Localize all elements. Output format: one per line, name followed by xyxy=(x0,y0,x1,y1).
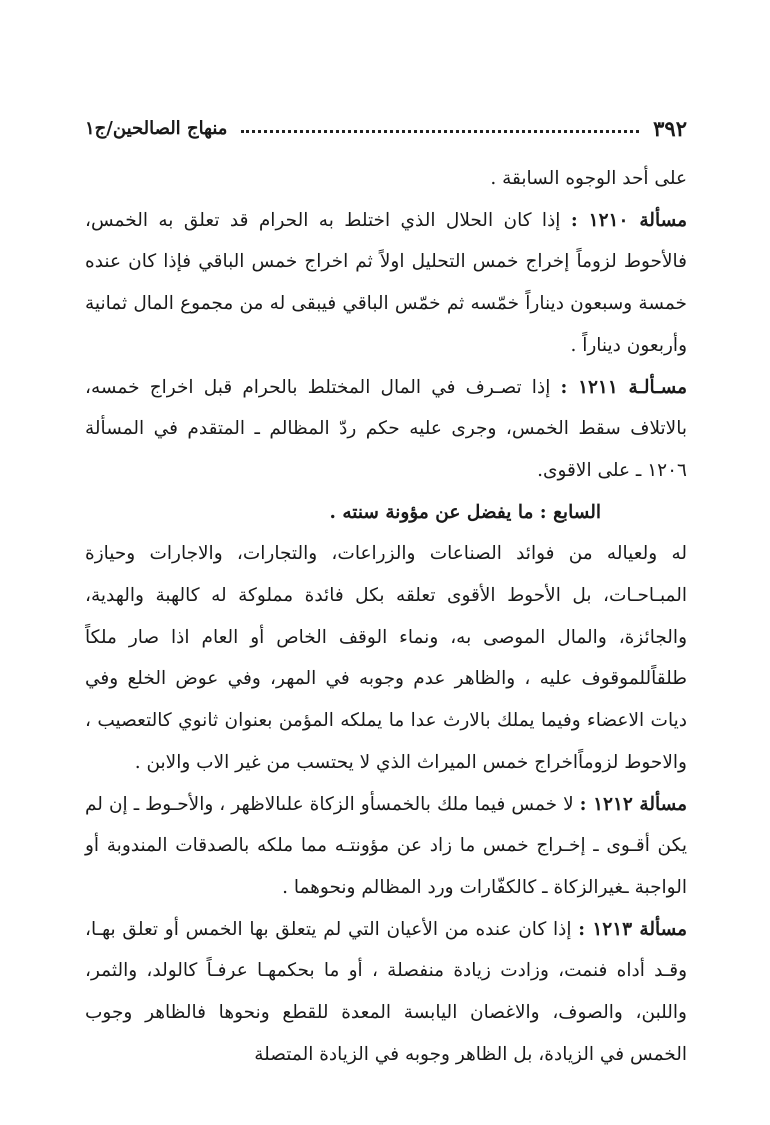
paragraph-text: إذا كان الحلال الذي اختلط به الحرام قد تعلق به الخمس، فالأحوط لزوماً إخراج خمس التحليل اولاً ثم اخراج خمس الباقي فإذا كان عنده خمسة وسبعون ديناراً خمّسه ثم خمّس الباقي فيبقى له من مجموع المال ثمانية وأربعون ديناراً . xyxy=(85,209,687,356)
page-number: ٣٩٢ xyxy=(653,115,687,141)
book-title: منهاج الصالحين/ج١ xyxy=(85,117,228,139)
issue-label: مسـألـة ١٢١١ : xyxy=(560,376,687,398)
issue-label: مسألة ١٢١٣ : xyxy=(578,918,688,940)
section-body xyxy=(85,533,687,783)
issue-1212 xyxy=(85,784,687,909)
section-heading: السابع : ما يفضل عن مؤونة سنته . xyxy=(329,501,601,523)
issue-label: مسألة ١٢١٠ : xyxy=(570,209,687,231)
running-header xyxy=(85,112,687,144)
paragraph-text: له ولعياله من فوائد الصناعات والزراعات، والتجارات، والاجارات وحيازة المبـاحـات، بل الأحوط الأقوى تعلقه بكل فائدة مملوكة له كالهبة والهدية، والجائزة، والمال الموصى به، ونماء الوقف الخاص أو العام اذا صار ملكاً طلقاًللموقوف عليه ، والظاهر عدم وجوبه في المهر، وفي عوض الخلع وفي ديات الاعضاء وفيما يملك بالارث عدا ما يملكه المؤمن بعنوان ثانوي كالتعصيب ، والاحوط لزوماًاخراج خمس الميراث الذي لا يحتسب من غير الاب والابن . xyxy=(85,543,687,773)
paragraph-text: لا خمس فيما ملك بالخمسأو الزكاة علىالاظهر ، والأحـوط ـ إن لم يكن أقـوى ـ إخـراج خمس ما زاد عن مؤونتـه مما ملكه بالصدقات المندوبة أو الواجبة ـغيرالزكاة ـ كالكفّارات ورد المظالم ونحوهما . xyxy=(85,793,687,898)
paragraph-text: على أحد الوجوه السابقة . xyxy=(490,168,687,189)
issue-1211 xyxy=(85,367,687,492)
paragraph-continuation xyxy=(85,158,687,200)
paragraph-text: إذا تصـرف في المال المختلط بالحرام قبل اخراج خمسه، بالاتلاف سقط الخمس، وجرى عليه حكم ردّ المظالم ـ المتقدم في المسألة ١٢٠٦ ـ على الاقوى. xyxy=(85,376,687,481)
issue-label: مسألة ١٢١٢ : xyxy=(579,793,688,815)
issue-1210 xyxy=(85,200,687,367)
header-leader-dots xyxy=(241,130,639,133)
body-text xyxy=(85,158,687,1075)
paragraph-text: إذا كان عنده من الأعيان التي لم يتعلق بها الخمس أو تعلق بهـا، وقـد أداه فنمت، وزادت زيادة منفصلة ، أو ما بحكمهـا عرفـاً كالولد، والثمر، واللبن، والصوف، والاغصان اليابسة المعدة للقطع ونحوها فالظاهر وجوب الخمس في الزيادة، بل الظاهر وجوبه في الزيادة المتصلة xyxy=(85,918,687,1065)
section-heading-seventh xyxy=(85,492,687,534)
issue-1213 xyxy=(85,909,687,1076)
